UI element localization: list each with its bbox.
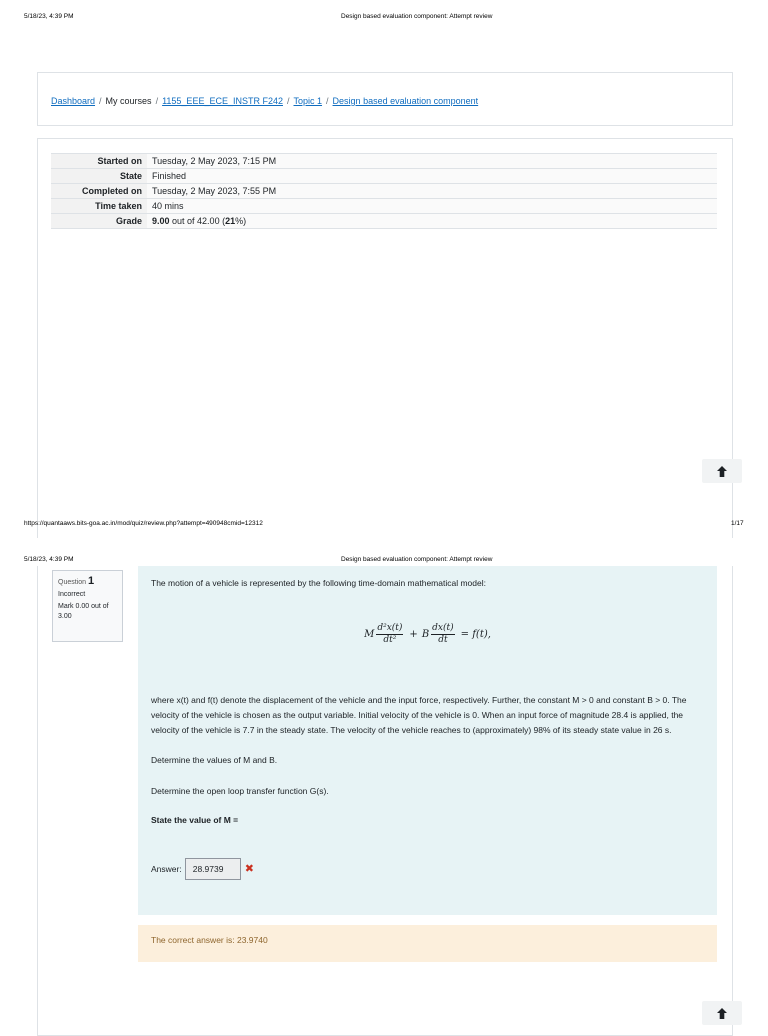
started-label: Started on [51, 154, 147, 169]
summary-row-time [51, 199, 717, 214]
question-intro: The motion of a vehicle is represented by the following time-domain mathematical model: [151, 578, 486, 588]
breadcrumb-dashboard-link[interactable]: Dashboard [51, 96, 96, 106]
question-status: Incorrect [58, 591, 86, 598]
arrow-up-icon [717, 466, 727, 477]
breadcrumb-separator: / [155, 96, 159, 106]
summary-row-grade [51, 214, 717, 229]
time-taken-label: Time taken [51, 199, 147, 214]
answer-label: Answer: [151, 863, 182, 874]
question-task-1: Determine the values of M and B. [151, 755, 278, 765]
equation [151, 615, 704, 653]
grade-value [147, 214, 717, 229]
answer-row [151, 858, 704, 880]
fraction-2 [431, 623, 454, 646]
question-label: Question [58, 579, 87, 586]
correct-answer-feedback: The correct answer is: 23.9740 [138, 925, 717, 962]
equation-B: B [421, 628, 430, 640]
breadcrumb-separator: / [286, 96, 290, 106]
breadcrumb-my-courses: My courses [105, 96, 152, 106]
fraction-1-numerator: d²x(t) [377, 622, 403, 633]
print-url: https://quantaaws.bits-goa.ac.in/mod/quiz/review.php?attempt=490948cmid=12312 [24, 520, 263, 527]
question-description: where x(t) and f(t) denote the displacement of the vehicle and the input force, respectively. Further, the constant M > 0 and constant B > 0. The velocity of the vehicle is chosen as the output variable. Initial velocity of the vehicle is 0. When an input force of magnitude 28.4 is applied, the velocity of the vehicle is 7.7 in the steady state. The velocity of the vehicle reaches to (approximately) 98% of its steady state value in 26 s. [151, 695, 687, 735]
time-taken-value: 40 mins [147, 199, 717, 214]
question-number-value: 1 [87, 575, 95, 587]
back-to-top-button[interactable] [702, 1001, 742, 1025]
equation-plus: + [409, 628, 418, 640]
grade-percent: 21 [225, 216, 236, 226]
arrow-up-icon [717, 1008, 727, 1019]
equation-M: M [364, 628, 375, 640]
fraction-1 [376, 623, 403, 646]
breadcrumb-course-link[interactable]: 1155_EEE_ECE_INSTR F242 [162, 96, 283, 106]
print-page-number: 1/17 [731, 520, 744, 527]
state-value: Finished [147, 169, 717, 184]
state-label: State [51, 169, 147, 184]
question-formulation [138, 566, 717, 915]
question-number [58, 575, 117, 587]
print-datetime: 5/18/23, 4:39 PM [24, 556, 74, 563]
started-value: Tuesday, 2 May 2023, 7:15 PM [147, 154, 717, 169]
grade-out-of: out of 42.00 ( [169, 216, 226, 226]
print-page-title: Design based evaluation component: Attempt review [341, 13, 493, 20]
breadcrumb-topic-link[interactable]: Topic 1 [293, 96, 323, 106]
breadcrumb [51, 96, 478, 106]
breadcrumb-separator: / [326, 96, 329, 106]
question-info [52, 570, 123, 642]
answer-input[interactable]: 28.9739 [185, 858, 241, 880]
print-page-title: Design based evaluation component: Attempt review [341, 556, 493, 563]
question-task-2: Determine the open loop transfer function G(s). [151, 786, 329, 796]
grade-percent-close: %) [235, 216, 247, 226]
breadcrumb-activity-link[interactable]: Design based evaluation component [332, 96, 479, 106]
print-datetime: 5/18/23, 4:39 PM [24, 13, 74, 20]
equation-rhs: = f(t), [460, 628, 491, 640]
question-mark: Mark 0.00 out of 3.00 [58, 603, 109, 620]
breadcrumb-separator: / [99, 96, 102, 106]
completed-label: Completed on [51, 184, 147, 199]
grade-score: 9.00 [152, 216, 170, 226]
incorrect-icon: ✖ [244, 862, 254, 875]
fraction-2-denominator: dt [438, 634, 448, 645]
fraction-1-denominator: dt² [383, 634, 397, 645]
attempt-summary-table [51, 153, 717, 229]
summary-row-completed [51, 184, 717, 199]
summary-row-state [51, 169, 717, 184]
summary-row-started [51, 154, 717, 169]
completed-value: Tuesday, 2 May 2023, 7:55 PM [147, 184, 717, 199]
grade-label: Grade [51, 214, 147, 229]
fraction-2-numerator: dx(t) [432, 622, 454, 633]
question-prompt: State the value of M = [151, 815, 239, 825]
back-to-top-button[interactable] [702, 459, 742, 483]
